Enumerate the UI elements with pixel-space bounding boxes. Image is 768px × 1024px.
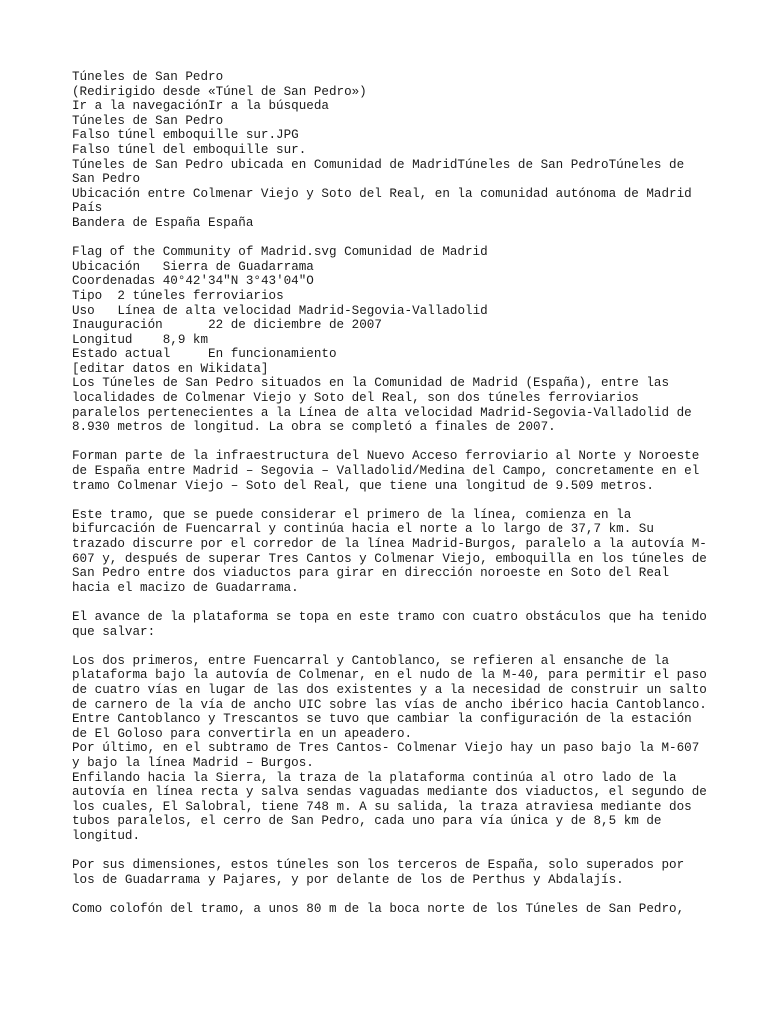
- row-separator: [170, 347, 208, 361]
- infobox-map-caption: Túneles de San Pedro ubicada en Comunidad de MadridTúneles de San PedroTúneles de San Pedro: [72, 157, 685, 187]
- row-separator: [102, 289, 117, 303]
- infobox-row-type: [72, 289, 712, 304]
- infobox: [72, 114, 712, 377]
- row-label: Uso: [72, 303, 95, 318]
- paragraph-infrastructure: Forman parte de la infraestructura del Nuevo Acceso ferroviario al Norte y Noroeste de España entre Madrid – Segovia – Valladolid/Medina del Campo, concretamente en el tramo Colmenar Viejo – Soto del Real, que tiene una longitud de 9.509 metros.: [72, 449, 700, 493]
- redirect-note: (Redirigido desde «Túnel de San Pedro»): [72, 84, 367, 99]
- paragraph-dimensions: Por sus dimensiones, estos túneles son los terceros de España, solo superados por los de Guadarrama y Pajares, y por delante de los de Perthus y Abdalajís.: [72, 858, 685, 887]
- paragraph-obstacles-intro: El avance de la plataforma se topa en este tramo con cuatro obstáculos que ha tenido que salvar:: [72, 609, 707, 639]
- paragraph-obstacle-4: Enfilando hacia la Sierra, la traza de la plataforma continúa al otro lado de la autovía en línea recta y salva sendas vaguadas mediante dos viaductos, el segundo de los cuales, El Salobral, tiene 748 m. A su salida, la traza atraviesa mediante dos tubos paralelos, el cerro de San Pedro, cada uno para vía única y de 8,5 km de longitud.: [72, 770, 707, 843]
- row-value[interactable]: Sierra de Guadarrama: [162, 259, 314, 274]
- row-value: En funcionamiento: [208, 347, 337, 362]
- row-value[interactable]: 40°42′34″N 3°43′04″O: [162, 274, 314, 289]
- paragraph-obstacle-3: Por último, en el subtramo de Tres Cantos- Colmenar Viejo hay un paso bajo la M-607 y bajo la línea Madrid – Burgos.: [72, 741, 700, 770]
- row-separator: [95, 304, 118, 318]
- row-value: 8,9 km: [162, 332, 209, 347]
- paragraph-intro: Los Túneles de San Pedro situados en la Comunidad de Madrid (España), entre las localidades de Colmenar Viejo y Soto del Real, son dos túneles ferroviarios paralelos pertenecientes a la Línea de alta velocidad Madrid-Segovia-Valladolid de 8.930 metros de longitud. La obra se completó a finales de 2007.: [72, 376, 692, 435]
- row-value: 22 de diciembre de 2007: [208, 318, 382, 333]
- infobox-row-status: [72, 347, 712, 362]
- paragraph-obstacle-2: Entre Cantoblanco y Trescantos se tuvo que cambiar la configuración de la estación de El Goloso para convertirla en un apeadero.: [72, 712, 692, 741]
- row-label: Longitud: [72, 332, 133, 347]
- infobox-country-value[interactable]: Bandera de España España: [72, 215, 254, 230]
- row-separator: [155, 274, 163, 288]
- infobox-title: Túneles de San Pedro: [72, 113, 224, 128]
- row-label: Tipo: [72, 288, 103, 303]
- paragraph-route: Este tramo, que se puede considerar el primero de la línea, comienza en la bifurcación de Fuencarral y continúa hacia el norte a lo largo de 37,7 km. Su trazado discurre por el corredor de la línea Madrid-Burgos, paralelo a la autovía M-607 y, después de superar Tres Cantos y Colmenar Viejo, emboquilla en los túneles de San Pedro entre dos viaductos para girar en dirección noroeste en Soto del Real hacia el macizo de Guadarrama.: [72, 507, 707, 595]
- row-value[interactable]: Línea de alta velocidad Madrid-Segovia-Valladolid: [117, 303, 488, 318]
- infobox-row-location: [72, 260, 712, 275]
- page-title: Túneles de San Pedro: [72, 70, 224, 84]
- paragraph-closing: Como colofón del tramo, a unos 80 m de la boca norte de los Túneles de San Pedro,: [72, 901, 685, 916]
- infobox-location-caption: Ubicación entre Colmenar Viejo y Soto del Real, en la comunidad autónoma de Madrid: [72, 186, 692, 201]
- infobox-image-file[interactable]: Falso túnel emboquille sur.JPG: [72, 128, 299, 143]
- infobox-row-inauguration: [72, 318, 712, 333]
- row-label: Coordenadas: [72, 274, 156, 289]
- infobox-row-length: [72, 333, 712, 348]
- edit-wikidata-link[interactable]: [editar datos en Wikidata]: [72, 361, 269, 376]
- infobox-image-caption: Falso túnel del emboquille sur.: [72, 142, 307, 157]
- row-separator: [163, 318, 208, 332]
- skip-links[interactable]: Ir a la navegaciónIr a la búsqueda: [72, 99, 329, 114]
- row-value: 2 túneles ferroviarios: [117, 288, 284, 303]
- paragraph-obstacle-1: Los dos primeros, entre Fuencarral y Cantoblanco, se refieren al ensanche de la plataforma bajo la autovía de Colmenar, en el nudo de la M-40, para permitir el paso de cuatro vías en lugar de las dos existentes y a la necesidad de construir un salto de carnero de la vía de ancho UIC sobre las vías de ancho ibérico hacia Cantoblanco.: [72, 653, 707, 712]
- infobox-country-label: País: [72, 201, 103, 216]
- infobox-row-use: [72, 304, 712, 319]
- infobox-row-coordinates: [72, 274, 712, 289]
- row-separator: [132, 333, 162, 347]
- row-separator: [140, 260, 163, 274]
- row-label: Inauguración: [72, 318, 163, 333]
- infobox-region-value[interactable]: Flag of the Community of Madrid.svg Comunidad de Madrid: [72, 245, 488, 260]
- row-label: Estado actual: [72, 347, 171, 362]
- document-page: [72, 70, 712, 916]
- row-label: Ubicación: [72, 259, 141, 274]
